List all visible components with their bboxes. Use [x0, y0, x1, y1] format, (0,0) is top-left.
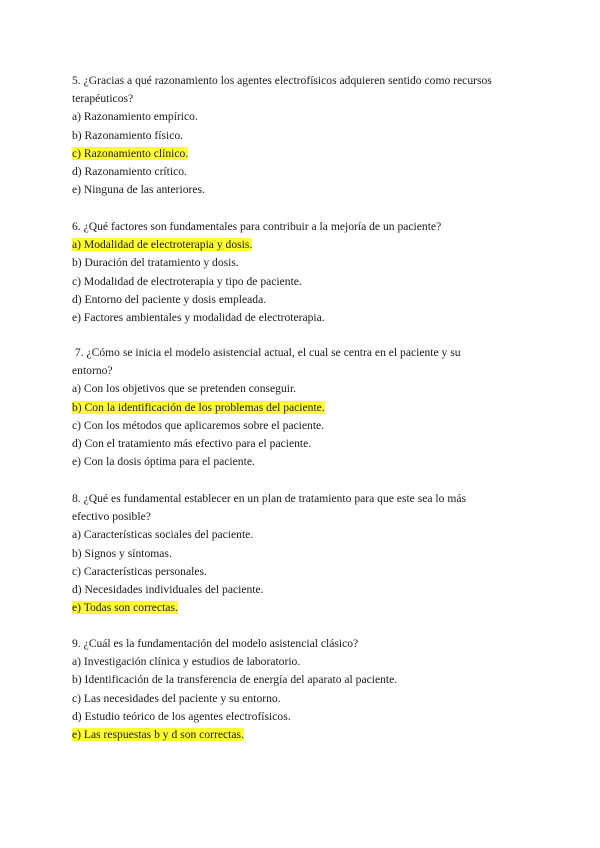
highlighted-correct-answer: e) Todas son correctas. — [72, 601, 178, 615]
question-8 — [72, 490, 532, 617]
answer-option-b: b) Identificación de la transferencia de energía del aparato al paciente. — [72, 673, 398, 687]
question-title — [72, 635, 532, 653]
answer-option-c: c) Características personales. — [72, 564, 207, 578]
answer-option-a — [72, 236, 532, 254]
highlighted-correct-answer: c) Razonamiento clínico. — [72, 146, 189, 160]
answer-option-b: b) Razonamiento físico. — [72, 128, 184, 142]
answer-option-d: d) Estudio teórico de los agentes electrofísicos. — [72, 709, 291, 723]
question-title-line: entorno? — [72, 364, 113, 378]
answer-option-c: c) Con los métodos que aplicaremos sobre el paciente. — [72, 418, 325, 432]
answer-option-b: b) Duración del tratamiento y dosis. — [72, 256, 239, 270]
answer-option-a: a) Características sociales del paciente. — [72, 528, 254, 542]
answer-option-a: a) Con los objetivos que se pretenden conseguir. — [72, 382, 297, 396]
question-title-line: 7. ¿Cómo se inicia el modelo asistencial actual, el cual se centra en el paciente y su — [72, 346, 461, 359]
question-title — [72, 72, 532, 108]
highlighted-correct-answer: b) Con la identificación de los problemas del paciente. — [72, 400, 325, 414]
question-7 — [72, 344, 532, 471]
answer-option-c: c) Modalidad de electroterapia y tipo de paciente. — [72, 274, 302, 288]
question-title-line: 9. ¿Cuál es la fundamentación del modelo asistencial clásico? — [72, 637, 359, 650]
answer-option-a: a) Investigación clínica y estudios de laboratorio. — [72, 655, 301, 669]
question-title-line: 8. ¿Qué es fundamental establecer en un plan de tratamiento para que este sea lo más — [72, 492, 467, 505]
question-6 — [72, 218, 532, 327]
answer-option-b: b) Signos y síntomas. — [72, 546, 172, 560]
question-title — [72, 490, 532, 526]
question-title-line: terapéuticos? — [72, 92, 134, 106]
answer-option-e — [72, 599, 532, 617]
answer-option-e: e) Con la dosis óptima para el paciente. — [72, 455, 255, 469]
answer-option-c: c) Las necesidades del paciente y su entorno. — [72, 691, 281, 705]
answer-option-d: d) Razonamiento crítico. — [72, 165, 187, 179]
question-title-line: efectivo posible? — [72, 510, 151, 524]
question-title — [72, 218, 532, 236]
question-title-line: 5. ¿Gracias a qué razonamiento los agentes electrofísicos adquieren sentido como recursos — [72, 74, 492, 87]
answer-option-d: d) Con el tratamiento más efectivo para el paciente. — [72, 437, 312, 451]
question-9 — [72, 635, 532, 744]
answer-option-a: a) Razonamiento empírico. — [72, 110, 198, 124]
answer-option-e — [72, 726, 532, 744]
answer-option-e: e) Ninguna de las anteriores. — [72, 183, 205, 197]
answer-option-e: e) Factores ambientales y modalidad de electroterapia. — [72, 311, 325, 325]
answer-option-b — [72, 399, 532, 417]
question-title — [72, 344, 532, 380]
answer-option-c — [72, 145, 532, 163]
question-title-line: 6. ¿Qué factores son fundamentales para contribuir a la mejoría de un paciente? — [72, 220, 442, 233]
answer-option-d: d) Necesidades individuales del paciente. — [72, 583, 264, 597]
question-5 — [72, 72, 532, 199]
highlighted-correct-answer: e) Las respuestas b y d son correctas. — [72, 728, 244, 742]
answer-option-d: d) Entorno del paciente y dosis empleada. — [72, 292, 267, 306]
highlighted-correct-answer: a) Modalidad de electroterapia y dosis. — [72, 238, 253, 252]
